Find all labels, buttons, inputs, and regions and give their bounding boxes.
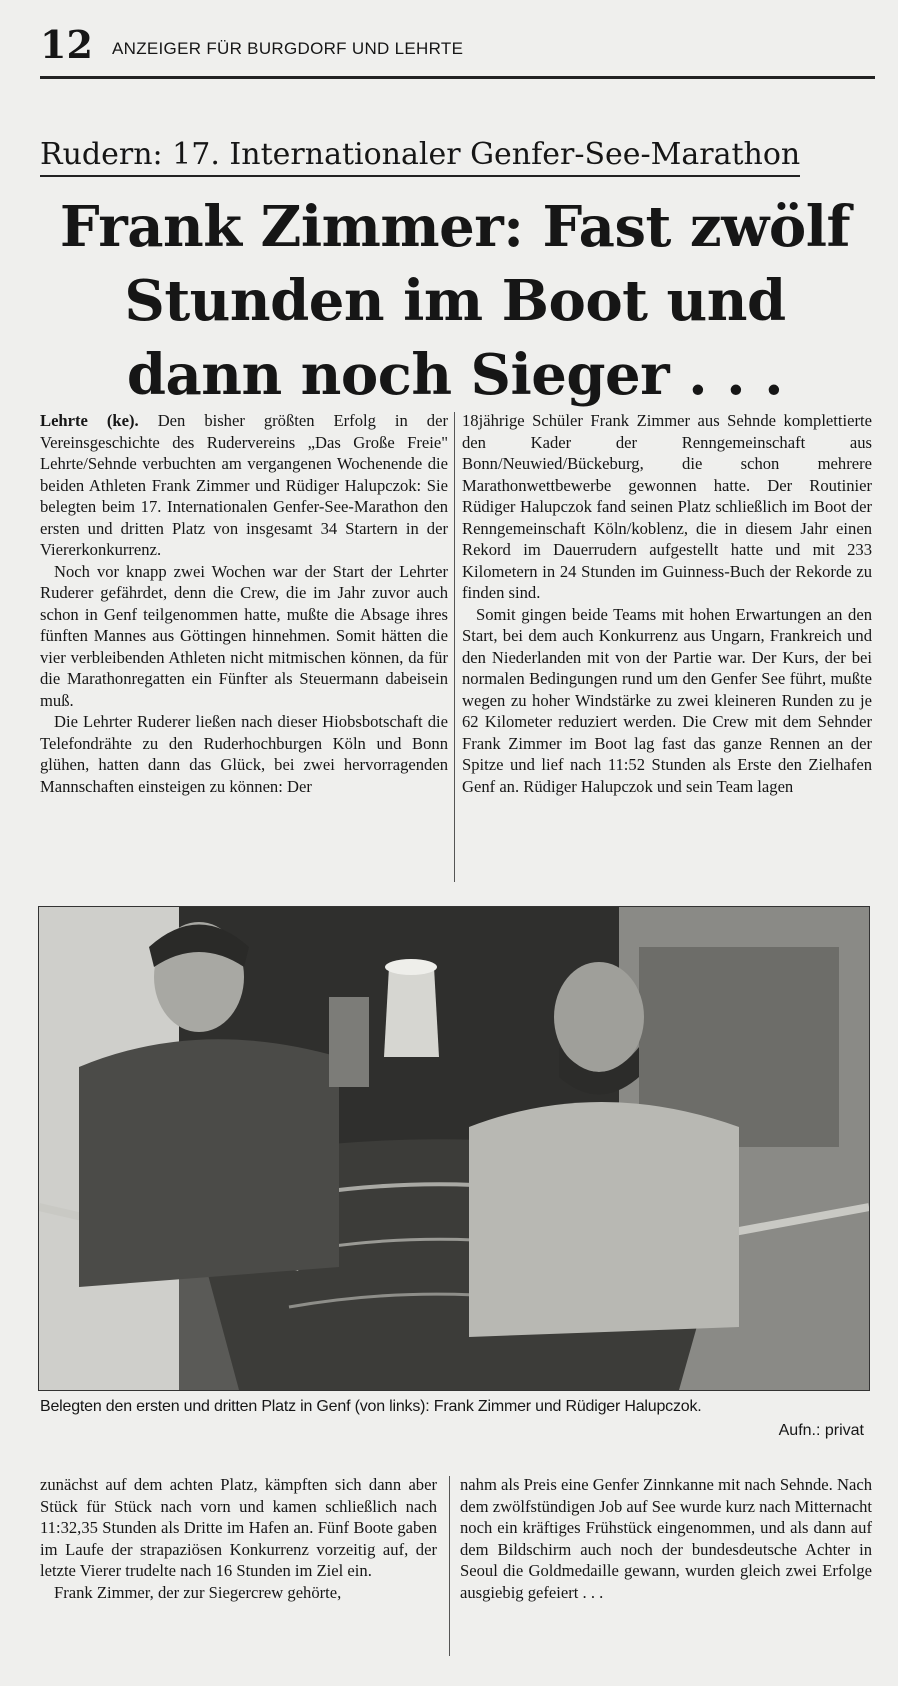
byline: Lehrte (ke). <box>40 411 139 430</box>
article-kicker: Rudern: 17. Internationaler Genfer-See-Marathon <box>40 136 800 177</box>
article-paragraph: Frank Zimmer, der zur Siegercrew gehörte, <box>54 1582 342 1602</box>
article-paragraph: Die Lehrter Ruderer ließen nach dieser Hiobsbotschaft die Telefondrähte zu den Ruderhochburgen Köln und Bonn glühen, hatten dann das Glück, bei zwei hervorragenden Mannschaften einsteigen zu können: Der <box>40 712 448 796</box>
article-paragraph: Noch vor knapp zwei Wochen war der Start der Lehrter Ruderer gefährdet, denn die Crew, die im Jahr zuvor auch schon in Genf teilgenommen hatte, mußte die Absage ihres fünften Mannes aus Göttingen hinnehmen. Somit hätten die vier verbleibenden Athleten nicht mitmischen können, da für die Marathonregatten ein Fünfter als Steuermann dabeisein muß. <box>40 561 448 710</box>
paragraph-text: Den bisher größten Erfolg in der Vereinsgeschichte des Rudervereins „Das Große Freie" Lehrte/Sehnde verbuchten am vergangenen Wochenende die beiden Athleten Frank Zimmer und Rüdiger Halupczok: Sie belegten beim 17. Internationalen Genfer-See-Marathon den ersten und dritten Platz von insgesamt 34 Startern in der Viererkonkurrenz. <box>40 411 448 559</box>
photo-illustration <box>39 907 869 1390</box>
column-divider <box>454 412 455 882</box>
header-divider <box>40 76 875 79</box>
headline-line: Stunden im Boot und <box>124 268 786 334</box>
article-column-top-left <box>40 410 448 797</box>
headline-line: dann noch Sieger . . . <box>126 342 784 408</box>
page-header <box>40 22 875 80</box>
article-column-bottom-left <box>40 1474 437 1603</box>
article-paragraph: nahm als Preis eine Genfer Zinnkanne mit nach Sehnde. Nach dem zwölfstündigen Job auf See wurde kurz nach Mitternacht noch ein kräftiges Frühstück eingenommen, und als dann auf dem Bildschirm auch noch der bundesdeutsche Achter in Seoul die Goldmedaille gewann, wurden gleich zwei Erfolge ausgiebig gefeiert . . . <box>460 1475 872 1602</box>
headline-line: Frank Zimmer: Fast zwölf <box>59 194 851 260</box>
article-photo <box>38 906 870 1391</box>
newspaper-name: ANZEIGER FÜR BURGDORF UND LEHRTE <box>112 39 464 58</box>
article-column-top-right <box>462 410 872 797</box>
photo-credit: Aufn.: privat <box>778 1422 864 1439</box>
article-headline <box>30 190 880 412</box>
page-number: 12 <box>40 22 93 67</box>
column-divider <box>449 1476 450 1656</box>
article-paragraph: 18jährige Schüler Frank Zimmer aus Sehnde komplettierte den Kader der Renngemeinschaft aus Bonn/Neuwied/Bückeburg, die schon mehrere Marathonwettbewerbe gewonnen hatte. Der Routinier Rüdiger Halupczok fand seinen Platz schließlich im Boot der Renngemeinschaft Köln/koblenz, die in diesem Jahr einen Rekord im Dauerrudern aufgestellt hatte und mit 233 Kilometern in 24 Stunden im Guinness-Buch der Rekorde zu finden sind. <box>462 411 872 602</box>
article-paragraph: Somit gingen beide Teams mit hohen Erwartungen an den Start, bei dem auch Konkurrenz aus Ungarn, Frankreich und den Niederlanden mit von der Partie war. Der Kurs, der bei normalen Bedingungen rund um den Genfer See führt, mußte wegen zu hoher Windstärke zu zwei kleineren Runden zu je 62 Kilometer reduziert werden. Die Crew mit dem Sehnder Frank Zimmer im Boot lag fast das ganze Rennen an der Spitze und lief nach 11:52 Stunden als Erste den Zielhafen Genf an. Rüdiger Halupczok und sein Team lagen <box>462 604 872 796</box>
article-paragraph <box>40 410 448 561</box>
article-column-bottom-right <box>460 1474 872 1603</box>
article-paragraph: zunächst auf dem achten Platz, kämpften sich dann aber Stück für Stück nach vorn und kamen schließlich nach 11:32,35 Stunden als Dritte im Hafen an. Fünf Boote gaben im Laufe der strapaziösen Konkurrenz vorzeitig auf, der letzte Vierer trudelte nach 16 Stunden im Ziel ein. <box>40 1475 437 1580</box>
photo-caption: Belegten den ersten und dritten Platz in Genf (von links): Frank Zimmer und Rüdiger Halupczok. <box>40 1398 702 1415</box>
